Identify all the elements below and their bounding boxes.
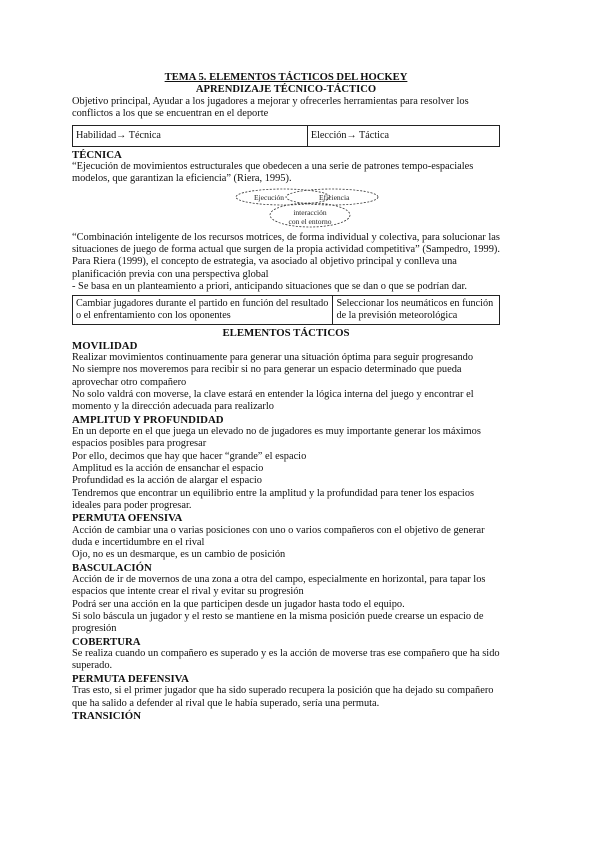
permuta-ofensiva-line: Ojo, no es un desmarque, es un cambio de posición: [72, 549, 286, 561]
quote-riera: “Ejecución de movimientos estructurales que obedecen a una serie de patrones tempo-espaciales modelos, que garantizan la eficiencia” (Riera, 1995).: [72, 161, 474, 185]
movilidad-line: No solo valdrá con moverse, la clave estará en entender la lógica interna del juego y encontrar el momento y la dirección adecuada para realizarlo: [72, 389, 474, 413]
diagram-label-left: Ejecución: [254, 192, 284, 202]
heading-movilidad: MOVILIDAD: [72, 339, 138, 352]
document-subtitle: APRENDIZAJE TÉCNICO-TÁCTICO: [195, 84, 377, 95]
strategy-table: [72, 295, 500, 325]
basculacion-line: Si solo báscula un jugador y el resto se mantiene en la misma posición puede crearse un espacio de progresión: [72, 611, 484, 635]
basculacion-line: Podrá ser una acción en la que participen desde un jugador hasta todo el equipo.: [72, 598, 405, 610]
diagram-svg: [72, 188, 500, 230]
basculacion-line: Acción de ir de movernos de una zona a otra del campo, especialmente en horizontal, para tapar los espacios que intente crear el rival y evitar su progresión: [72, 574, 486, 598]
heading-permuta-defensiva: PERMUTA DEFENSIVA: [72, 672, 189, 685]
amplitud-line: Profundidad es la acción de alargar el espacio: [72, 475, 262, 487]
objective-paragraph: Objetivo principal, Ayudar a los jugadores a mejorar y ofrecerles herramientas para resolver los conflictos a los que se encuentran en el deporte: [72, 96, 469, 120]
table-row: [73, 125, 500, 146]
diagram-label-bottom-1: interacción: [293, 207, 327, 217]
heading-permuta-ofensiva: PERMUTA OFENSIVA: [72, 512, 183, 525]
heading-transicion: TRANSICIÓN: [72, 709, 141, 722]
table-cell: Elección→ Táctica: [307, 125, 499, 146]
permuta-defensiva-line: Tras esto, si el primer jugador que ha sido superado recupera la posición que ha dejado su compañero que ha salido a defender al rival que le había superado, sería una permuta.: [72, 685, 494, 709]
document-title: TEMA 5. ELEMENTOS TÁCTICOS DEL HOCKEY: [164, 72, 408, 83]
diagram-label-right: Eficiencia: [319, 192, 350, 202]
skills-table: [72, 125, 500, 147]
heading-amplitud: AMPLITUD Y PROFUNDIDAD: [72, 413, 224, 426]
heading-basculacion: BASCULACIÓN: [72, 561, 152, 574]
section-heading-tecnica: TÉCNICA: [72, 148, 122, 161]
strategy-paragraph: Para Riera (1999), el concepto de estrategia, va asociado al objetivo principal y conlleva una planificación previa con una perspectiva global: [72, 256, 457, 280]
amplitud-line: Por ello, decimos que hay que hacer “grande” el espacio: [72, 450, 307, 462]
permuta-ofensiva-line: Acción de cambiar una o varias posiciones con uno o varios compañeros con el objetivo de generar duda e incertidumbre en el rival: [72, 524, 485, 549]
movilidad-line: No siempre nos moveremos para recibir si no para generar un espacio determinado que pueda aprovechar otro compañero: [72, 364, 462, 388]
heading-cobertura: COBERTURA: [72, 635, 141, 648]
diagram-label-bottom-2: con el entorno: [288, 216, 332, 226]
document-page: [72, 72, 500, 722]
cobertura-line: Se realiza cuando un compañero es superado y es la acción de moverse tras ese compañero que ha sido superado.: [72, 648, 500, 672]
amplitud-line: En un deporte en el que juega un elevado no de jugadores es muy importante generar los máximos espacios posibles para progresar: [72, 426, 481, 450]
table-cell: Seleccionar los neumáticos en función de la previsión meteorológica: [333, 296, 500, 325]
amplitud-line: Tendremos que encontrar un equilibrio entre la amplitud y la profundidad para tener los espacios ideales para poder progresar.: [72, 487, 475, 511]
movilidad-line: Realizar movimientos continuamente para generar una situación óptima para seguir progresando: [72, 352, 474, 364]
table-cell: Habilidad→ Técnica: [73, 125, 308, 146]
table-cell: Cambiar jugadores durante el partido en función del resultado o el enfrentamiento con los oponentes: [73, 296, 333, 325]
strategy-bullet: - Se basa en un planteamiento a priori, anticipando situaciones que se dan o que se podrían dar.: [72, 280, 468, 292]
table-row: [73, 296, 500, 325]
amplitud-line: Amplitud es la acción de ensanchar el espacio: [72, 463, 264, 475]
section-heading-elementos: ELEMENTOS TÁCTICOS: [222, 327, 350, 340]
quote-sampedro: “Combinación inteligente de los recursos motrices, de forma individual y colectiva, para solucionar las situaciones de juego de forma actual que surgen de la propia actividad competitiva” (Sampedro, 1999).: [72, 231, 500, 255]
technique-diagram: [72, 188, 500, 230]
